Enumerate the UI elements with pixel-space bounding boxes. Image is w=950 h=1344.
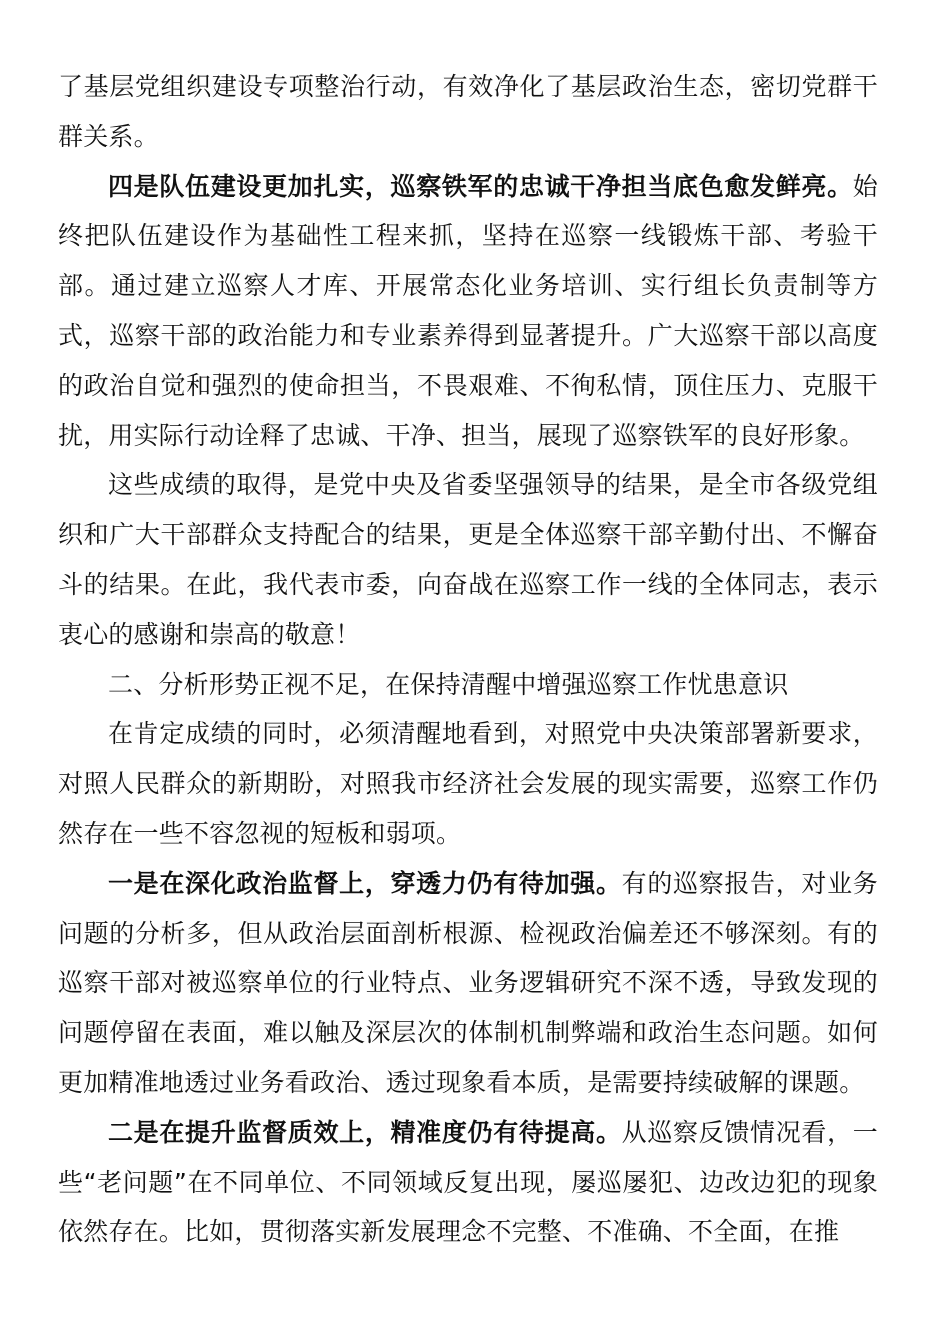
section-heading <box>58 660 878 710</box>
paragraph-text: 这些成绩的取得，是党中央及省委坚强领导的结果，是全市各级党组织和广大干部群众支持配合的结果，更是全体巡察干部辛勤付出、不懈奋斗的结果。在此，我代表市委，向奋战在巡察工作一线的全体同志，表示衷心的感谢和崇高的敬意！ <box>58 470 878 649</box>
paragraph-lead: 二是在提升监督质效上，精准度仍有待提高。 <box>108 1117 622 1147</box>
section-heading-text: 二、分析形势正视不足，在保持清醒中增强巡察工作忧患意识 <box>108 669 789 699</box>
paragraph-political-supervision <box>58 859 878 1108</box>
paragraph-text: 了基层党组织建设专项整治行动，有效净化了基层政治生态，密切党群干群关系。 <box>58 72 878 151</box>
paragraph-team-building <box>58 162 878 461</box>
paragraph-lead: 四是队伍建设更加扎实，巡察铁军的忠诚干净担当底色愈发鲜亮。 <box>108 171 853 201</box>
paragraph-text: 有的巡察报告，对业务问题的分析多，但从政治层面剖析根源、检视政治偏差还不够深刻。有的巡察干部对被巡察单位的行业特点、业务逻辑研究不深不透，导致发现的问题停留在表面，难以触及深层次的体制机制弊端和政治生态问题。如何更加精准地透过业务看政治、透过现象看本质，是需要持续破解的课题。 <box>58 868 878 1097</box>
paragraph-continued <box>58 62 878 162</box>
paragraph-text: 在肯定成绩的同时，必须清醒地看到，对照党中央决策部署新要求，对照人民群众的新期盼，对照我市经济社会发展的现实需要，巡察工作仍然存在一些不容忽视的短板和弱项。 <box>58 719 878 848</box>
paragraph-text: 始终把队伍建设作为基础性工程来抓，坚持在巡察一线锻炼干部、考验干部。通过建立巡察人才库、开展常态化业务培训、实行组长负责制等方式，巡察干部的政治能力和专业素养得到显著提升。广大巡察干部以高度的政治自觉和强烈的使命担当，不畏艰难、不徇私情，顶住压力、克服干扰，用实际行动诠释了忠诚、干净、担当，展现了巡察铁军的良好形象。 <box>58 171 878 450</box>
paragraph-supervision-quality <box>58 1108 878 1257</box>
document-body <box>58 62 878 1257</box>
paragraph-text: 从巡察反馈情况看，一些“老问题”在不同单位、不同领域反复出现，屡巡屡犯、边改边犯的现象依然存在。比如，贯彻落实新发展理念不完整、不准确、不全面，在推 <box>58 1117 878 1247</box>
paragraph-achievements-thanks <box>58 460 878 659</box>
paragraph-lead: 一是在深化政治监督上，穿透力仍有待加强。 <box>108 868 622 898</box>
paragraph-shortcomings-intro <box>58 709 878 858</box>
